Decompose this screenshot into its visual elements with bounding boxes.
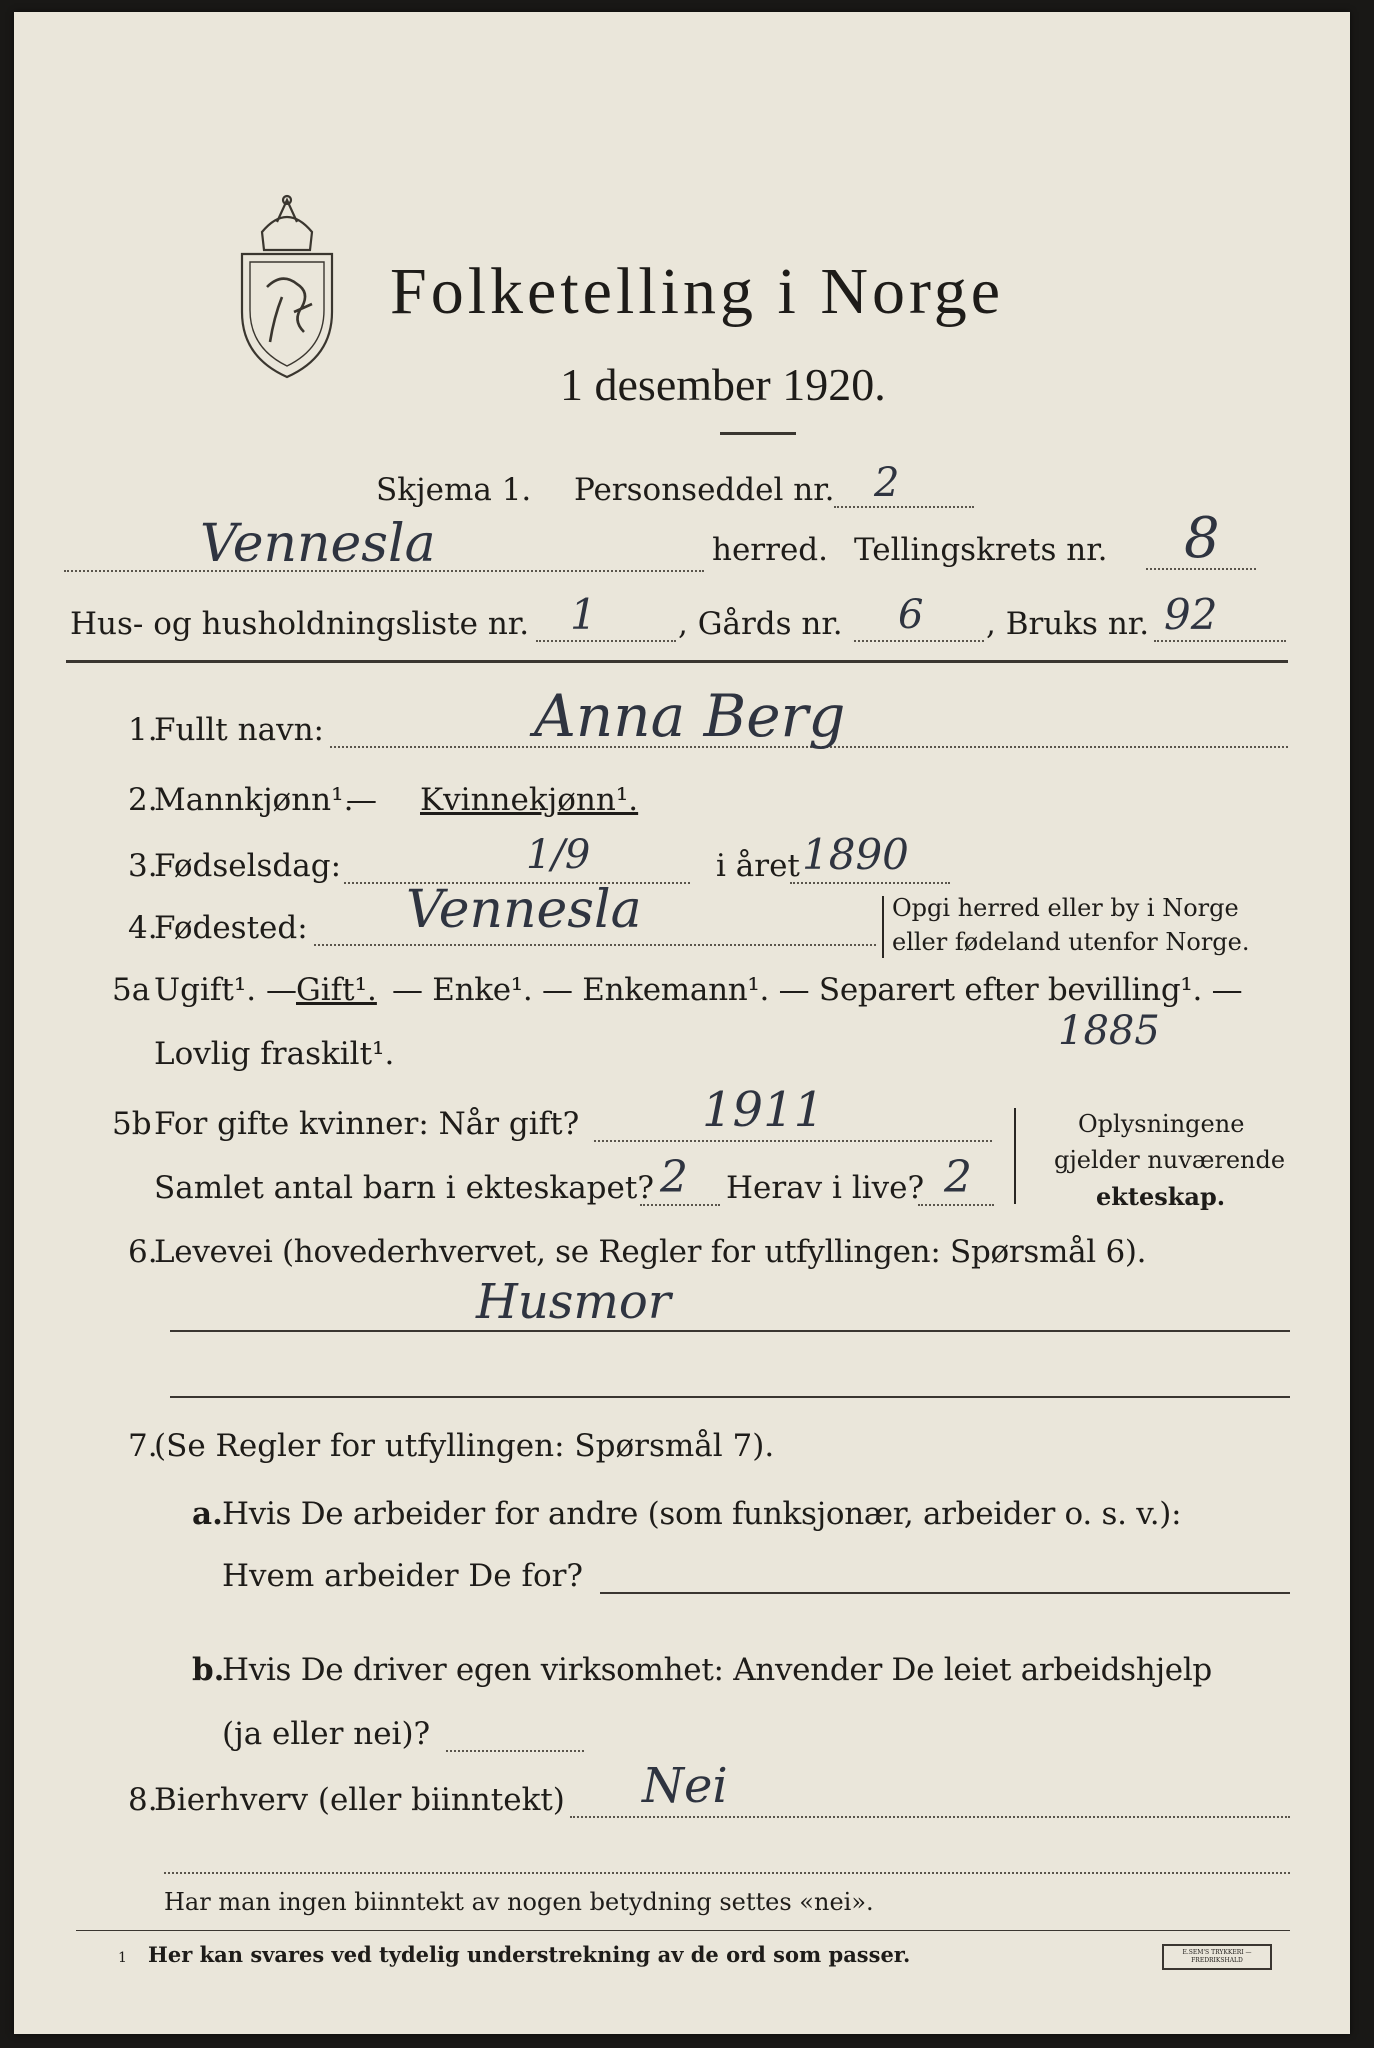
q4-number: 4. [128, 910, 158, 946]
herred-value: Vennesla [200, 514, 436, 574]
q7a-label2: Hvem arbeider De for? [222, 1558, 584, 1594]
q1-label: Fullt navn: [154, 712, 324, 748]
q2-dash: — [346, 782, 377, 818]
census-date: 1 desember 1920. [560, 359, 886, 410]
q3-number: 3. [128, 848, 158, 884]
q4-note-brace [882, 896, 884, 958]
q5b-live-line [918, 1204, 994, 1206]
bruks-label: , Bruks nr. [986, 606, 1150, 642]
q5a-gift-selected: Gift¹. [296, 972, 377, 1008]
q5b-note-line1: Oplysningene [1078, 1110, 1245, 1138]
header-divider [66, 660, 1288, 663]
q4-label: Fødested: [154, 910, 308, 946]
q5b-barn-label: Samlet antal barn i ekteskapet? [154, 1170, 654, 1206]
q7b-label: Hvis De driver egen virksomhet: Anvender De leiet arbeidshjelp [222, 1652, 1212, 1688]
q4-note-line2: eller fødeland utenfor Norge. [892, 928, 1250, 956]
side-income-value: Nei [642, 1758, 728, 1814]
tellingskrets-label: Tellingskrets nr. [854, 532, 1108, 568]
husliste-value: 1 [570, 590, 597, 639]
q2-number: 2. [128, 782, 158, 818]
q3-year-label: i året [716, 848, 800, 884]
q7a-label: Hvis De arbeider for andre (som funksjonær, arbeider o. s. v.): [222, 1496, 1182, 1532]
q6-line2 [170, 1396, 1290, 1398]
herred-label: herred. [712, 532, 828, 568]
bruks-line [1154, 640, 1286, 642]
q3-year-line [790, 882, 950, 884]
children-total-value: 2 [660, 1152, 688, 1203]
q7a-letter: a. [192, 1496, 223, 1532]
husliste-label: Hus- og husholdningsliste nr. [70, 606, 530, 642]
q6-number: 6. [128, 1234, 158, 1270]
gards-value: 6 [898, 592, 924, 638]
q5a-margin-note: 1885 [1058, 1008, 1160, 1054]
footnote-divider [76, 1930, 1290, 1931]
occupation-value: Husmor [476, 1274, 671, 1330]
full-name-value: Anna Berg [534, 682, 846, 750]
q7b-line [446, 1750, 584, 1752]
gards-label: , Gårds nr. [678, 606, 843, 642]
marriage-year-value: 1911 [702, 1082, 825, 1138]
q2-kvinne-selected: Kvinnekjønn¹. [420, 782, 639, 818]
bruks-value: 92 [1164, 590, 1218, 639]
q5b-note-brace [1014, 1108, 1016, 1204]
q5b-note-line2: gjelder nuværende [1054, 1146, 1286, 1174]
q8-number: 8. [128, 1782, 158, 1818]
footnote-text: Her kan svares ved tydelig understrekning av de ord som passer. [148, 1942, 911, 1967]
q4-note-line1: Opgi herred eller by i Norge [892, 894, 1239, 922]
q2-mann: Mannkjønn¹. [154, 782, 354, 818]
q6-line1 [170, 1330, 1290, 1332]
census-form-page [14, 12, 1350, 2034]
q5b-barn-line [640, 1204, 720, 1206]
q8-line [570, 1816, 1290, 1818]
q5b-line [594, 1140, 992, 1142]
q7a-line [600, 1592, 1290, 1594]
q5b-number: 5b [112, 1106, 152, 1142]
q5b-live-label: Herav i live? [726, 1170, 925, 1206]
personseddel-line [834, 506, 974, 508]
q8-label: Bierhverv (eller biinntekt) [154, 1782, 565, 1818]
birthplace-value: Vennesla [406, 880, 642, 940]
title-divider [720, 432, 796, 435]
q5b-label: For gifte kvinner: Når gift? [154, 1106, 580, 1142]
q8-extra-line [164, 1872, 1290, 1874]
footnote-mark: 1 [118, 1950, 127, 1966]
q1-number: 1. [128, 712, 158, 748]
birth-year-value: 1890 [802, 830, 909, 879]
q7-number: 7. [128, 1428, 158, 1464]
personseddel-value: 2 [874, 460, 900, 506]
tellingskrets-value: 8 [1184, 506, 1220, 571]
q5a-fraskilt: Lovlig fraskilt¹. [154, 1036, 395, 1072]
personseddel-label: Personseddel nr. [574, 472, 835, 508]
norwegian-coat-of-arms-icon [222, 192, 352, 382]
birthday-value: 1/9 [526, 832, 591, 878]
q5a-number: 5a [112, 972, 151, 1008]
gards-line [854, 640, 984, 642]
q5a-other-options: — Enke¹. — Enkemann¹. — Separert efter bevilling¹. — [392, 972, 1243, 1008]
form-title: Folketelling i Norge [390, 255, 1005, 328]
husliste-line [536, 640, 676, 642]
q4-line [314, 944, 876, 946]
q5a-ugift: Ugift¹. — [154, 972, 297, 1008]
q7-label: (Se Regler for utfyllingen: Spørsmål 7). [154, 1428, 775, 1464]
q7b-letter: b. [192, 1652, 225, 1688]
q7b-label2: (ja eller nei)? [222, 1716, 431, 1752]
q6-label: Levevei (hovederhvervet, se Regler for utfyllingen: Spørsmål 6). [154, 1234, 1147, 1270]
printer-stamp: E.SEM'S TRYKKERI — FREDRIKSHALD [1162, 1944, 1272, 1970]
q3-label: Fødselsdag: [154, 848, 342, 884]
skjema-label: Skjema 1. [376, 472, 532, 508]
children-alive-value: 2 [944, 1152, 972, 1203]
nei-instruction: Har man ingen biinntekt av nogen betydning settes «nei». [164, 1888, 874, 1916]
q5b-note-line3: ekteskap. [1096, 1182, 1226, 1211]
